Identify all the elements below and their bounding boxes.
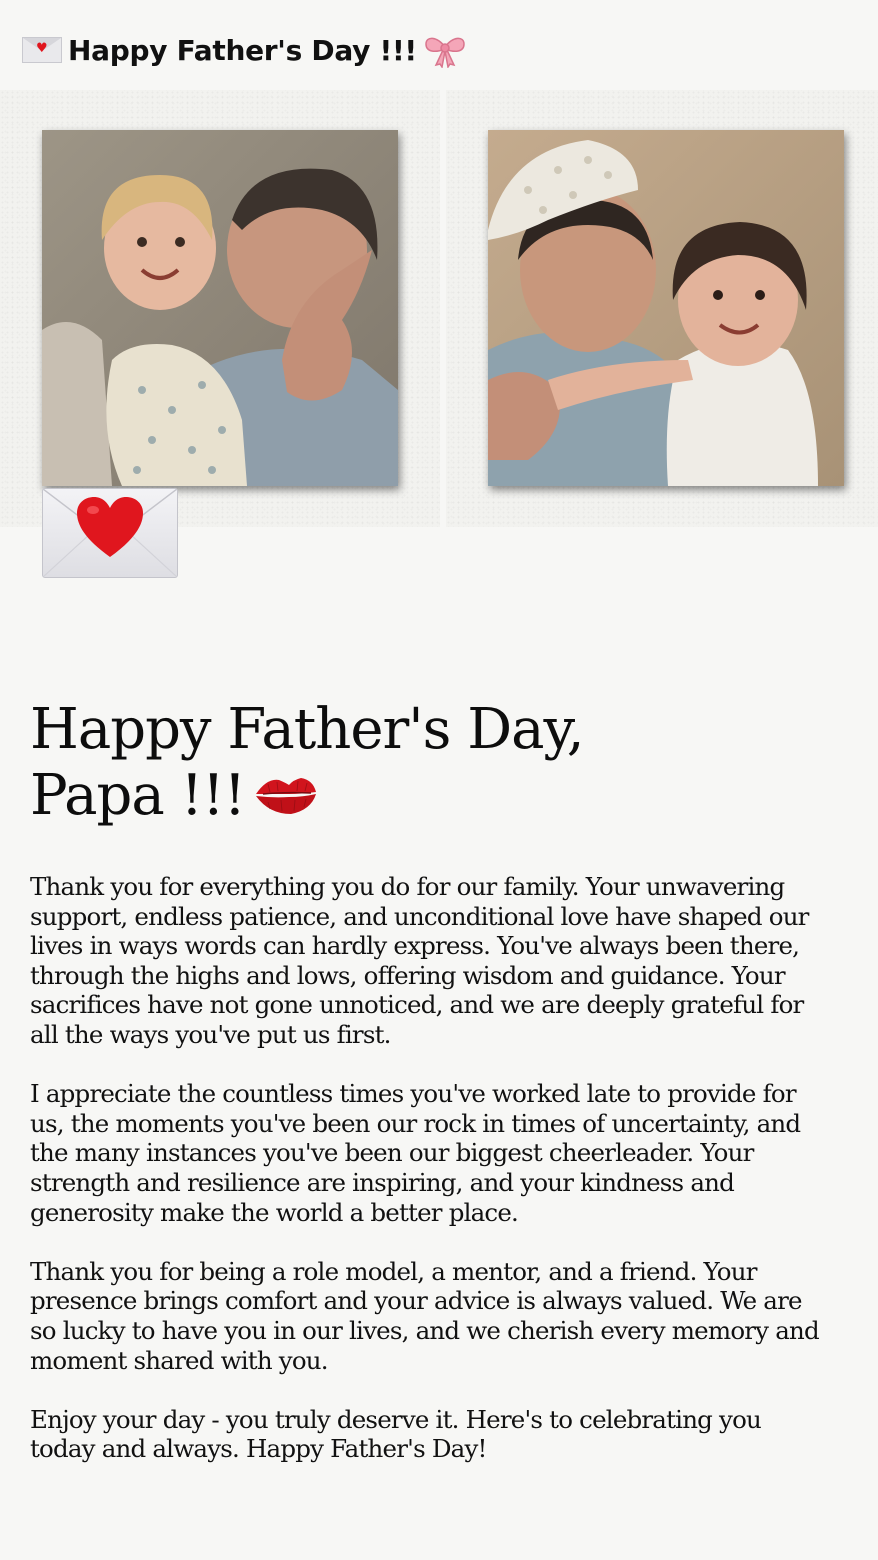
photo-panel-right xyxy=(446,90,878,527)
header-title: Happy Father's Day !!! xyxy=(68,33,417,67)
message-title xyxy=(30,697,830,829)
message-title-line1: Happy Father's Day, xyxy=(30,697,584,762)
message-paragraph: Thank you for being a role model, a mentor, and a friend. Your presence brings comfort and your advice is always valued. We are so lucky to have you in our lives, and we cherish every memory and moment shared with you. xyxy=(30,1256,819,1375)
message-paragraph: Enjoy your day - you truly deserve it. Here's to celebrating you today and always. Happy Father's Day! xyxy=(30,1404,762,1464)
message-body xyxy=(30,872,820,1493)
ribbon-bow-icon xyxy=(423,32,467,68)
love-letter-icon xyxy=(42,488,178,578)
photo-panel-left xyxy=(0,90,440,527)
love-letter-icon: ♥ xyxy=(22,37,62,63)
photo-father-with-dark-haired-toddler[interactable] xyxy=(488,130,844,486)
message-title-line2: Papa !!! xyxy=(30,763,246,828)
photo-father-with-blonde-toddler[interactable] xyxy=(42,130,398,486)
message-paragraph: Thank you for everything you do for our family. Your unwavering support, endless patience, and unconditional love have shaped our lives in ways words can hardly express. You've always been there, through the highs and lows, offering wisdom and guidance. Your sacrifices have not gone unnoticed, and we are deeply grateful for all the ways you've put us first. xyxy=(30,872,809,1049)
header xyxy=(22,28,467,72)
kiss-mark-icon xyxy=(253,772,319,818)
message-paragraph: I appreciate the countless times you've worked late to provide for us, the moments you've been our rock in times of uncertainty, and the many instances you've been our biggest cheerleader. Your strength and resilience are inspiring, and your kindness and generosity make the world a better place. xyxy=(30,1079,801,1227)
